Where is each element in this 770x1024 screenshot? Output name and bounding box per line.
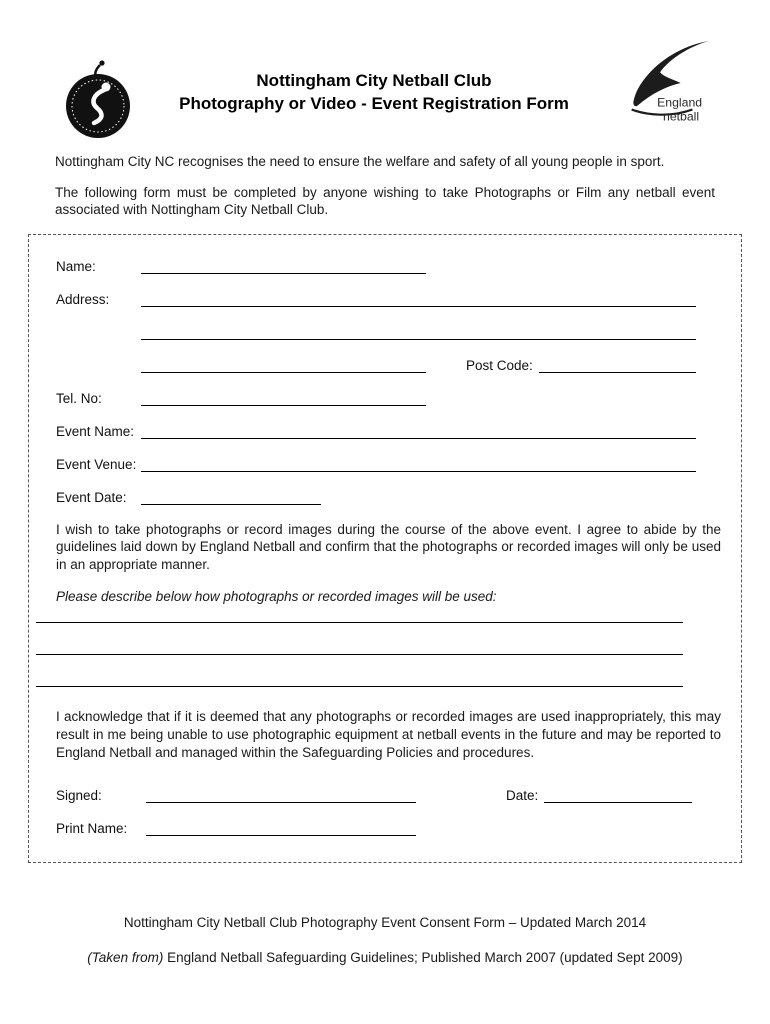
event-date-label: Event Date: xyxy=(56,489,127,505)
acknowledgement-statement: I acknowledge that if it is deemed that any photographs or recorded images are used inappropriately, this may result in me being unable to use photographic equipment at netball events in the future and may be reported to England Netball and managed within the Safeguarding Policies and procedures. xyxy=(56,709,721,760)
usage-input-line-2[interactable] xyxy=(36,623,683,655)
event-venue-label: Event Venue: xyxy=(56,456,137,472)
club-badge-icon xyxy=(62,58,134,140)
usage-input-line-3[interactable] xyxy=(36,655,683,687)
event-name-input-line[interactable] xyxy=(141,422,696,439)
registration-form-box xyxy=(28,234,742,863)
england-netball-logo xyxy=(614,38,712,134)
event-date-row xyxy=(56,488,721,505)
signed-row xyxy=(56,786,721,803)
print-name-label: Print Name: xyxy=(56,820,128,836)
header xyxy=(0,0,770,140)
address-postcode-row xyxy=(56,356,721,373)
event-name-row xyxy=(56,422,721,439)
title-block xyxy=(134,38,614,116)
page-subtitle: Photography or Video - Event Registration Form xyxy=(179,93,569,113)
tel-input-line[interactable] xyxy=(141,389,426,406)
address-row-1 xyxy=(56,290,721,307)
england-logo-text-2: netball xyxy=(663,109,700,124)
intro-paragraph-1: Nottingham City NC recognises the need to ensure the welfare and safety of all young people in sport. xyxy=(55,154,665,169)
date-label: Date: xyxy=(506,787,539,803)
signed-input-line[interactable] xyxy=(146,786,416,803)
event-date-input-line[interactable] xyxy=(141,488,321,505)
name-row xyxy=(56,257,721,274)
address-input-line-2[interactable] xyxy=(141,323,696,340)
name-label: Name: xyxy=(56,258,96,274)
footer-guidelines-text: England Netball Safeguarding Guidelines; Published March 2007 (updated Sept 2009) xyxy=(163,949,683,965)
address-input-line-1[interactable] xyxy=(141,290,696,307)
footer-taken-from: (Taken from) xyxy=(87,949,164,965)
print-name-row xyxy=(56,819,721,836)
footer xyxy=(0,915,770,965)
address-input-line-3[interactable] xyxy=(141,356,426,373)
tel-label: Tel. No: xyxy=(56,390,102,406)
intro-paragraph-2: The following form must be completed by anyone wishing to take Photographs or Film any netball event associated with Nottingham City Netball Club. xyxy=(55,184,715,218)
footer-line-1: Nottingham City Netball Club Photography Event Consent Form – Updated March 2014 xyxy=(123,914,647,930)
usage-input-line-1[interactable] xyxy=(36,604,683,623)
england-netball-swoosh-icon xyxy=(614,38,712,134)
post-code-label: Post Code: xyxy=(466,357,533,373)
tel-row xyxy=(56,389,721,406)
post-code-input-line[interactable] xyxy=(539,356,696,373)
club-logo xyxy=(62,58,134,140)
event-venue-row xyxy=(56,455,721,472)
consent-statement: I wish to take photographs or record images during the course of the above event. I agree to abide by the guidelines laid down by England Netball and confirm that the photographs or recorded images will only be used in an appropriate manner. xyxy=(56,521,721,573)
signed-label: Signed: xyxy=(56,787,102,803)
page-title: Nottingham City Netball Club xyxy=(256,71,492,90)
address-label: Address: xyxy=(56,291,110,307)
event-name-label: Event Name: xyxy=(56,423,135,439)
event-venue-input-line[interactable] xyxy=(141,455,696,472)
england-logo-text-1: England xyxy=(657,95,703,110)
usage-prompt: Please describe below how photographs or recorded images will be used: xyxy=(56,589,497,605)
name-input-line[interactable] xyxy=(141,257,426,274)
address-row-2 xyxy=(56,323,721,340)
print-name-input-line[interactable] xyxy=(146,819,416,836)
footer-line-2 xyxy=(0,950,770,965)
date-input-line[interactable] xyxy=(544,786,692,803)
